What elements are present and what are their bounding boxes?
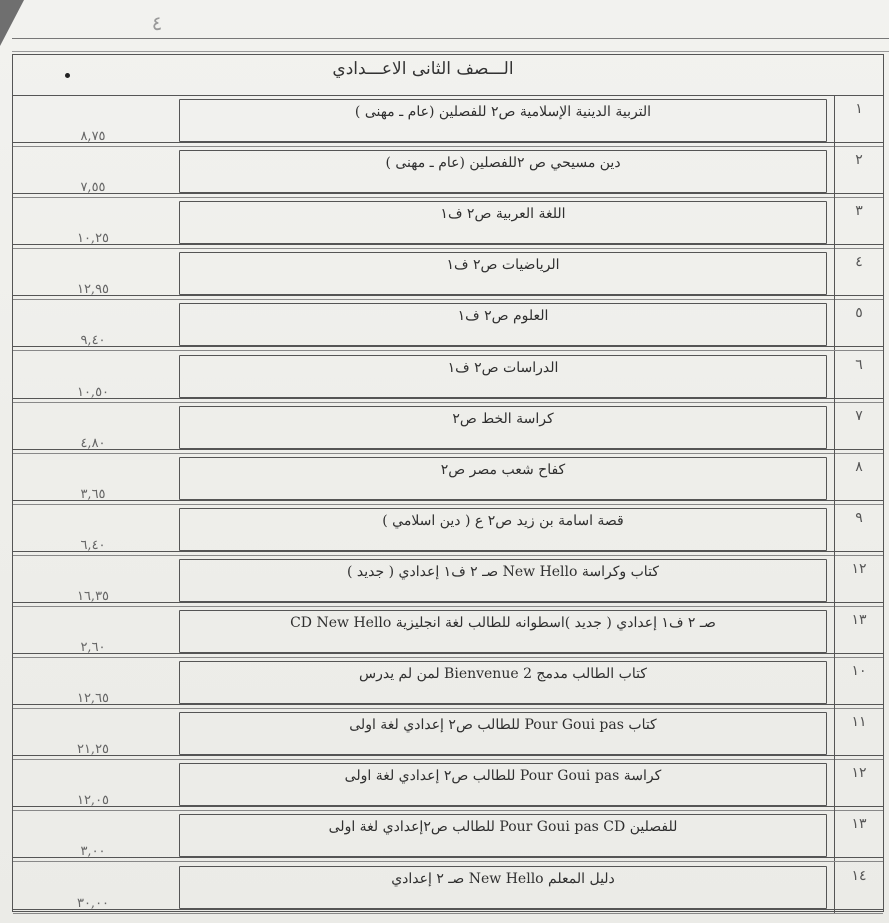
row-number-cell <box>834 197 883 248</box>
book-title-cell <box>179 508 827 551</box>
price-value: ٨,٧٥ <box>80 129 106 145</box>
price-value: ١٠,٥٠ <box>76 384 110 400</box>
price-cell <box>13 504 173 555</box>
price-cell <box>13 453 173 504</box>
row-number: ١٢ <box>851 560 867 577</box>
row-number: ٩ <box>855 509 863 526</box>
book-title-cell <box>179 661 827 704</box>
book-title: كراسة الخط ص٢ <box>452 410 554 427</box>
table-row <box>13 759 883 810</box>
book-title-cell <box>179 814 827 857</box>
price-value: ٤,٨٠ <box>80 435 106 451</box>
row-number: ٨ <box>855 458 863 475</box>
row-number: ١٤ <box>851 867 867 884</box>
table-row <box>13 146 883 197</box>
price-cell <box>13 197 173 248</box>
row-number-cell <box>834 453 883 504</box>
book-title-cell <box>179 303 827 346</box>
table-row <box>13 453 883 504</box>
row-number-cell <box>834 299 883 350</box>
row-number: ٣ <box>855 203 863 220</box>
row-number-cell <box>834 657 883 708</box>
book-title: الرياضيات ص٢ ف١ <box>446 257 560 274</box>
price-cell <box>13 862 173 913</box>
row-number-cell <box>834 759 883 810</box>
price-value: ٢١,٢٥ <box>76 742 110 758</box>
table-row <box>13 299 883 350</box>
bullet-dot <box>65 73 70 78</box>
row-number: ١١ <box>851 714 867 731</box>
table-title-row <box>13 55 883 96</box>
book-title: الدراسات ص٢ ف١ <box>447 359 559 376</box>
book-title-cell <box>179 610 827 653</box>
book-title-cell <box>179 150 827 193</box>
book-title: كفاح شعب مصر ص٢ <box>440 461 566 478</box>
price-value: ٩,٤٠ <box>80 333 106 349</box>
book-title-cell <box>179 406 827 449</box>
table-row <box>13 657 883 708</box>
book-title-cell <box>179 457 827 500</box>
table-row <box>13 95 883 146</box>
table-row <box>13 351 883 402</box>
price-cell <box>13 555 173 606</box>
price-cell <box>13 299 173 350</box>
top-rule <box>12 38 889 52</box>
book-title-cell <box>179 201 827 244</box>
table-row <box>13 810 883 861</box>
price-cell <box>13 402 173 453</box>
price-value: ١٠,٢٥ <box>76 231 110 247</box>
price-cell <box>13 95 173 146</box>
table-row <box>13 504 883 555</box>
row-number: ١٢ <box>851 765 867 782</box>
row-number-cell <box>834 862 883 913</box>
price-value: ٣٠,٠٠ <box>76 895 110 911</box>
book-title: كتاب وكراسة New Hello صـ ٢ ف١ إعدادي ( جديد ) <box>347 563 659 580</box>
row-number: ٤ <box>855 254 863 271</box>
book-title: قصة اسامة بن زيد ص٢ ع ( دين اسلامي ) <box>382 512 624 529</box>
book-title-cell <box>179 355 827 398</box>
price-value: ١٢,٦٥ <box>76 691 110 707</box>
table-title: الـــصف الثانى الاعـــدادي <box>332 59 514 79</box>
book-title-cell <box>179 712 827 755</box>
book-title: للفصلين Pour Goui pas CD للطالب ص٢إعدادي لغة اولى <box>328 819 678 836</box>
book-title-cell <box>179 252 827 295</box>
page-number-mark: ٤ <box>151 11 163 35</box>
table-row <box>13 402 883 453</box>
row-number-cell <box>834 248 883 299</box>
table-row <box>13 708 883 759</box>
row-number-cell <box>834 555 883 606</box>
row-number-cell <box>834 95 883 146</box>
row-number-cell <box>834 810 883 861</box>
row-number-cell <box>834 708 883 759</box>
book-title: كتاب Pour Goui pas للطالب ص٢ إعدادي لغة اولى <box>349 717 657 734</box>
price-cell <box>13 146 173 197</box>
price-value: ١٢,٩٥ <box>76 282 110 298</box>
row-number: ٧ <box>855 407 863 424</box>
price-value: ٣,٦٥ <box>80 486 106 502</box>
price-cell <box>13 248 173 299</box>
row-number-cell <box>834 504 883 555</box>
table-row <box>13 248 883 299</box>
table-row <box>13 862 883 913</box>
price-cell <box>13 657 173 708</box>
book-title: التربية الدينية الإسلامية ص٢ للفصلين (عام ـ مهنى ) <box>354 104 652 120</box>
price-value: ١٢,٠٥ <box>76 793 110 809</box>
row-number-cell <box>834 606 883 657</box>
book-title-cell <box>179 866 827 909</box>
table-row <box>13 197 883 248</box>
row-number-cell <box>834 146 883 197</box>
price-value: ٧,٥٥ <box>80 180 106 196</box>
row-number-cell <box>834 402 883 453</box>
book-title: دين مسيحي ص ٢للفصلين (عام ـ مهنى ) <box>385 155 621 172</box>
row-number: ١ <box>855 101 863 117</box>
price-value: ٦,٤٠ <box>80 537 106 553</box>
price-value: ١٦,٣٥ <box>76 588 110 604</box>
price-cell <box>13 759 173 810</box>
book-title: اللغة العربية ص٢ ف١ <box>440 206 566 223</box>
row-number-cell <box>834 351 883 402</box>
book-title-cell <box>179 99 827 142</box>
row-number: ٥ <box>855 305 863 322</box>
table-row <box>13 606 883 657</box>
row-number: ١٠ <box>851 663 867 680</box>
book-title-cell <box>179 559 827 602</box>
book-title-cell <box>179 763 827 806</box>
row-number: ٢ <box>855 152 863 169</box>
price-table <box>12 54 884 912</box>
row-number: ٦ <box>855 356 863 373</box>
row-number: ١٣ <box>851 612 867 628</box>
row-number: ١٣ <box>851 816 867 833</box>
price-cell <box>13 351 173 402</box>
price-cell <box>13 606 173 657</box>
book-title: كراسة Pour Goui pas للطالب ص٢ إعدادي لغة اولى <box>344 768 662 785</box>
price-cell <box>13 708 173 759</box>
table-row <box>13 555 883 606</box>
book-title: العلوم ص٢ ف١ <box>457 308 549 325</box>
book-title: كتاب الطالب مدمج Bienvenue 2 لمن لم يدرس <box>359 666 647 683</box>
price-value: ٣,٠٠ <box>80 844 106 860</box>
book-title: صـ ٢ ف١ إعدادي ( جديد )اسطوانه للطالب لغة انجليزية CD New Hello <box>290 615 716 631</box>
price-value: ٢,٦٠ <box>80 640 106 656</box>
row-separator <box>13 909 883 914</box>
price-cell <box>13 810 173 861</box>
book-title: دليل المعلم New Hello صـ ٢ إعدادي <box>391 870 615 887</box>
